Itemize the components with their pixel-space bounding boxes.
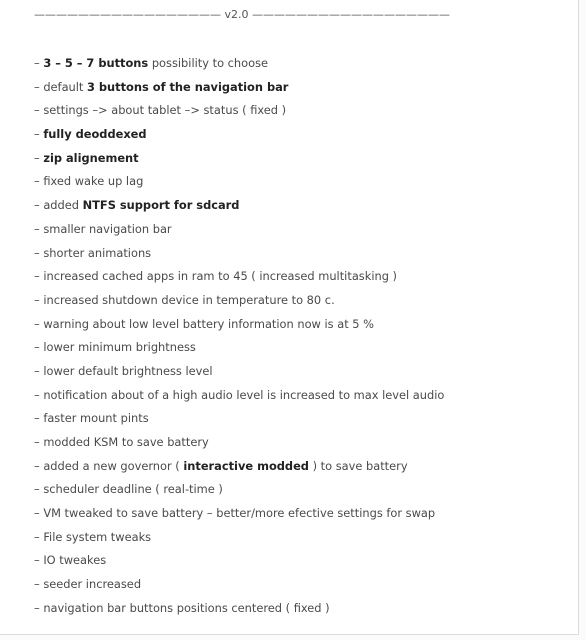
changelog-item-highlight: NTFS support for sdcard: [82, 198, 240, 213]
changelog-item-text: – VM tweaked to save battery – better/more efective settings for swap: [34, 506, 436, 521]
changelog-item: [34, 434, 564, 458]
changelog-item-text: – lower default brightness level: [34, 363, 213, 378]
changelog-item: [34, 173, 564, 197]
changelog-item-text: – smaller navigation bar: [34, 221, 172, 236]
changelog-item-text: –: [34, 127, 44, 142]
changelog-item-text: – notification about of a high audio level is increased to max level audio: [34, 387, 445, 402]
changelog-item-text: – modded KSM to save battery: [34, 435, 209, 449]
changelog-item-text: – increased shutdown device in temperature to 80 c.: [34, 292, 335, 307]
changelog-item-text: – shorter animations: [34, 245, 152, 260]
changelog-item: [34, 221, 564, 245]
version-header: ————————————————— v2.0 ——————————————————: [34, 8, 450, 21]
changelog-item: [34, 102, 564, 126]
changelog-item: [34, 387, 564, 411]
changelog-item: [34, 552, 564, 576]
changelog-item-text: – scheduler deadline ( real-time ): [34, 482, 223, 497]
changelog-item-text: – navigation bar buttons positions centered ( fixed ): [34, 600, 330, 615]
changelog-item-highlight: interactive modded: [183, 458, 309, 473]
changelog-item: [34, 458, 564, 482]
changelog-item-highlight: 3 – 5 – 7 buttons: [43, 56, 149, 70]
changelog-item: [34, 79, 564, 103]
changelog-item-text: – warning about low level battery information now is at 5 %: [34, 316, 374, 331]
changelog-list: [34, 55, 564, 624]
changelog-item-text: – increased cached apps in ram to 45 ( increased multitasking ): [34, 269, 398, 284]
changelog-item-text: – default: [34, 79, 88, 94]
changelog-item: [34, 126, 564, 150]
changelog-item-text: – added a new governor (: [34, 458, 184, 473]
changelog-item-highlight: 3 buttons of the navigation bar: [87, 79, 289, 94]
changelog-item: [34, 410, 564, 434]
changelog-item-text: – seeder increased: [34, 577, 142, 592]
changelog-item-text: –: [34, 150, 44, 165]
changelog-item-text: possibility to choose: [148, 56, 269, 70]
changelog-item: [34, 339, 564, 363]
changelog-item-text: – settings –> about tablet –> status ( fixed ): [34, 103, 287, 118]
changelog-item: [34, 529, 564, 553]
changelog-item: [34, 292, 564, 316]
changelog-item-text: – lower minimum brightness: [34, 340, 196, 355]
changelog-item-text: – File system tweaks: [34, 529, 152, 544]
changelog-item: [34, 316, 564, 340]
changelog-item-highlight: zip alignement: [43, 150, 139, 165]
changelog-item-text: – fixed wake up lag: [34, 174, 144, 189]
changelog-item-text: ) to save battery: [308, 458, 408, 473]
changelog-item-highlight: fully deoddexed: [43, 127, 147, 142]
changelog-item-text: – faster mount pints: [34, 411, 149, 426]
changelog-item: [34, 363, 564, 387]
changelog-item: [34, 55, 564, 79]
changelog-item: [34, 481, 564, 505]
changelog-item-text: – IO tweakes: [34, 553, 107, 568]
changelog-item: [34, 600, 564, 624]
changelog-item: [34, 505, 564, 529]
changelog-item: [34, 150, 564, 174]
changelog-item: [34, 576, 564, 600]
changelog-item: [34, 268, 564, 292]
changelog-item-text: –: [34, 56, 44, 70]
changelog-item: [34, 197, 564, 221]
changelog-item-text: – added: [34, 198, 83, 213]
changelog-item: [34, 245, 564, 269]
